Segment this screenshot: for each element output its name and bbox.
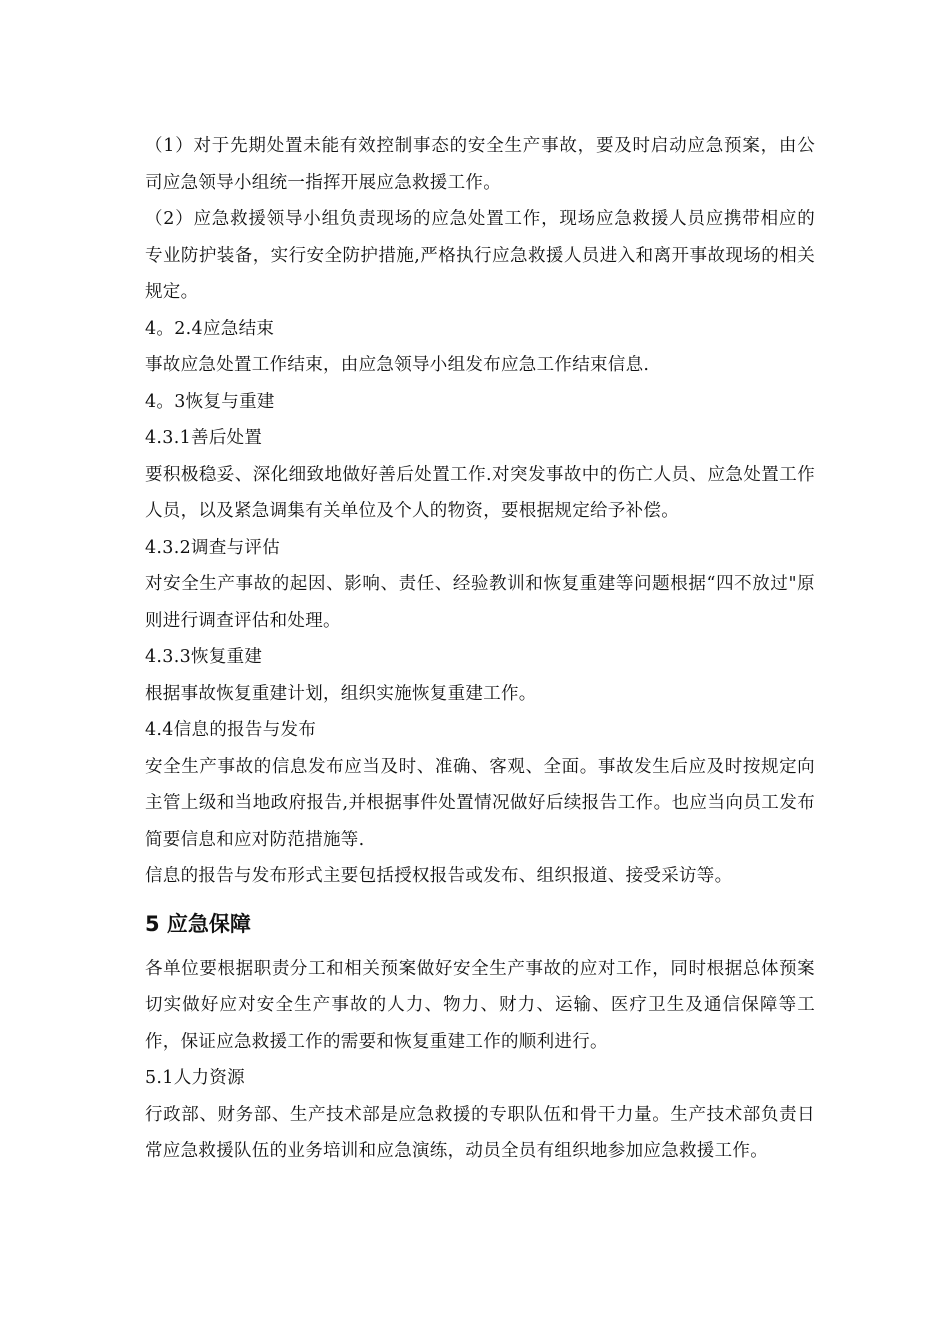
subheading-emergency-end: 4。2.4应急结束 bbox=[145, 318, 275, 339]
paragraph-emergency-end: 事故应急处置工作结束，由应急领导小组发布应急工作结束信息. bbox=[145, 355, 650, 375]
subheading-recovery-rebuild: 4。3恢复与重建 bbox=[145, 391, 275, 412]
paragraph-info-release: 安全生产事故的信息发布应当及时、准确、客观、全面。事故发生后应及时按规定向主管上级和当地政府报告,并根据事件处置情况做好后续报告工作。也应当向员工发布简要信息和应对防范措施等. bbox=[145, 756, 815, 850]
subheading-human-resources: 5.1人力资源 bbox=[145, 1068, 245, 1088]
paragraph-rebuild: 根据事故恢复重建计划，组织实施恢复重建工作。 bbox=[145, 683, 537, 704]
paragraph-info-forms: 信息的报告与发布形式主要包括授权报告或发布、组织报道、接受采访等。 bbox=[145, 866, 733, 886]
paragraph-guarantee-overview: 各单位要根据职责分工和相关预案做好安全生产事故的应对工作，同时根据总体预案切实做好应对安全生产事故的人力、物力、财力、运输、医疗卫生及通信保障等工作，保证应急救援工作的需要和恢复重建工作的顺利进行。 bbox=[145, 958, 815, 1052]
paragraph-aftermath: 要积极稳妥、深化细致地做好善后处置工作.对突发事故中的伤亡人员、应急处置工作人员，以及紧急调集有关单位及个人的物资，要根据规定给予补偿。 bbox=[145, 464, 815, 521]
paragraph-investigation: 对安全生产事故的起因、影响、责任、经验教训和恢复重建等问题根据“四不放过"原则进行调查评估和处理。 bbox=[145, 574, 815, 631]
subheading-aftermath: 4.3.1善后处置 bbox=[145, 428, 263, 448]
paragraph-emergency-activation: （1）对于先期处置未能有效控制事态的安全生产事故，要及时启动应急预案，由公司应急领导小组统一指挥开展应急救援工作。 bbox=[145, 136, 815, 193]
paragraph-human-resources: 行政部、财务部、生产技术部是应急救援的专职队伍和骨干力量。生产技术部负责日常应急救援队伍的业务培训和应急演练，动员全员有组织地参加应急救援工作。 bbox=[145, 1104, 815, 1161]
section-heading: 5 应急保障 bbox=[145, 911, 251, 936]
document-body bbox=[145, 128, 815, 1170]
subheading-info-report: 4.4信息的报告与发布 bbox=[145, 720, 317, 740]
subheading-investigation: 4.3.2调查与评估 bbox=[145, 537, 281, 558]
paragraph-onsite-disposal: （2）应急救援领导小组负责现场的应急处置工作，现场应急救援人员应携带相应的专业防护装备，实行安全防护措施,严格执行应急救援人员进入和离开事故现场的相关规定。 bbox=[145, 209, 815, 302]
subheading-rebuild: 4.3.3恢复重建 bbox=[145, 647, 263, 667]
